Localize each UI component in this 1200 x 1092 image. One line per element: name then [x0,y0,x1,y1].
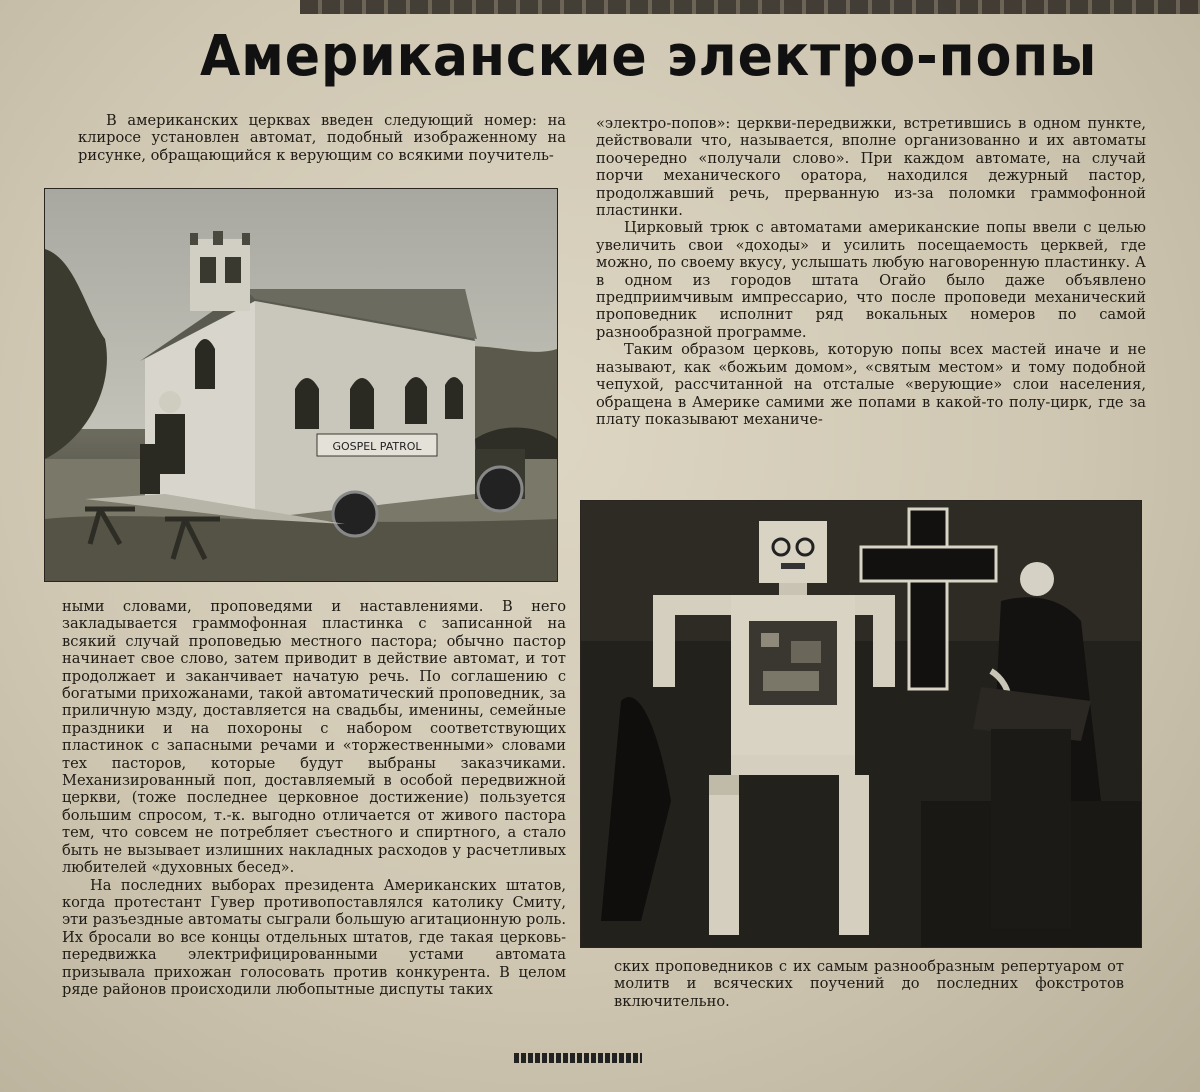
chapel-sign-text: GOSPEL PATROL [332,440,422,453]
left-body-column [62,598,566,1028]
chapel-truck-illustration [45,189,557,581]
chapel-truck-photo [44,188,558,582]
left-body-paragraph-2: На последних выборах президента Американских штатов, когда протестант Гувер противопоставлялся католику Смиту, эти разъездные автоматы сыграли большую агитационную роль. Их бросали во все концы отдельных штатов, где такая церковь-передвижка электрифицированными устами автомата призывала прихожан голосовать против конкурента. В целом ряде районов происходили любопытные диспуты таких [62,876,566,998]
right-caption-paragraph: ских проповедников с их самым разнообразным репертуаром от молитв и всяческих поучений до последних фокстротов включительно. [614,958,1124,1010]
left-intro-column [78,112,566,172]
robot-preacher-illustration [581,501,1141,947]
right-body-paragraph-1: «электро-попов»: церкви-передвижки, встретившись в одном пункте, действовали что, называется, вполне организованно и их автоматы поочередно «получали слово». При каждом автомате, на случай порчи механического оратора, находился дежурный пастор, продолжавший речь, прерванную из-за поломки граммофонной пластинки. [596,115,1146,220]
right-body-paragraph-2: Цирковый трюк с автоматами американские попы ввели с целью увеличить свои «доходы» и усилить посещаемость церквей, где можно, по своему вкусу, услышать любую наговоренную пластинку. А в одном из городов штата Огайо было даже объявлено предприимчивым импрессарио, что после проповеди механический проповедник исполнит ряд вокальных номеров по самой разнообразной программе. [596,219,1146,341]
right-body-column [596,115,1146,460]
right-body-paragraph-3: Таким образом церковь, которую попы всех мастей иначе и не называют, как «божьим домом», «святым местом» и тому подобной чепухой, рассчитанной на отсталые «верующие» слои населения, обращена в Америке самими же попами в какой-то полу-цирк, где за плату показывают механиче- [596,341,1146,428]
top-border-ornament [300,0,1200,14]
headline: Американские электро-попы [200,24,1098,89]
robot-preacher-photo [580,500,1142,948]
left-body-paragraph-1: ными словами, проповедями и наставлениями. В него закладывается граммофонная пластинка с записанной на всякий случай проповедью местного пастора; обычно пастор начинает свое слово, затем приводит в действие автомат, и тот продолжает и заканчивает начатую речь. По соглашению с богатыми прихожанами, такой автоматический проповедник, за приличную мзду, доставляется на свадьбы, именины, семейные праздники и на похороны с набором соответствующих пластинок с запасными речами и «торжественными» словами тех пасторов, которые будут выбраны заказчиками. Механизированный поп, доставляемый в особой передвижной церкви, (тоже последнее церковное достижение) пользуется большим спросом, т.-к. выгодно отличается от живого пастора тем, что совсем не потребляет съестного и спиртного, а стало быть не вызывает излишних накладных расходов у расчетливых любителей «духовных бесед». [62,598,566,877]
end-of-article-ornament [514,1053,642,1063]
right-caption-column [614,958,1124,1030]
left-intro-paragraph: В американских церквах введен следующий номер: на клиросе установлен автомат, подобный изображенному на рисунке, обращающийся к верующим со всякими поучитель- [78,112,566,164]
